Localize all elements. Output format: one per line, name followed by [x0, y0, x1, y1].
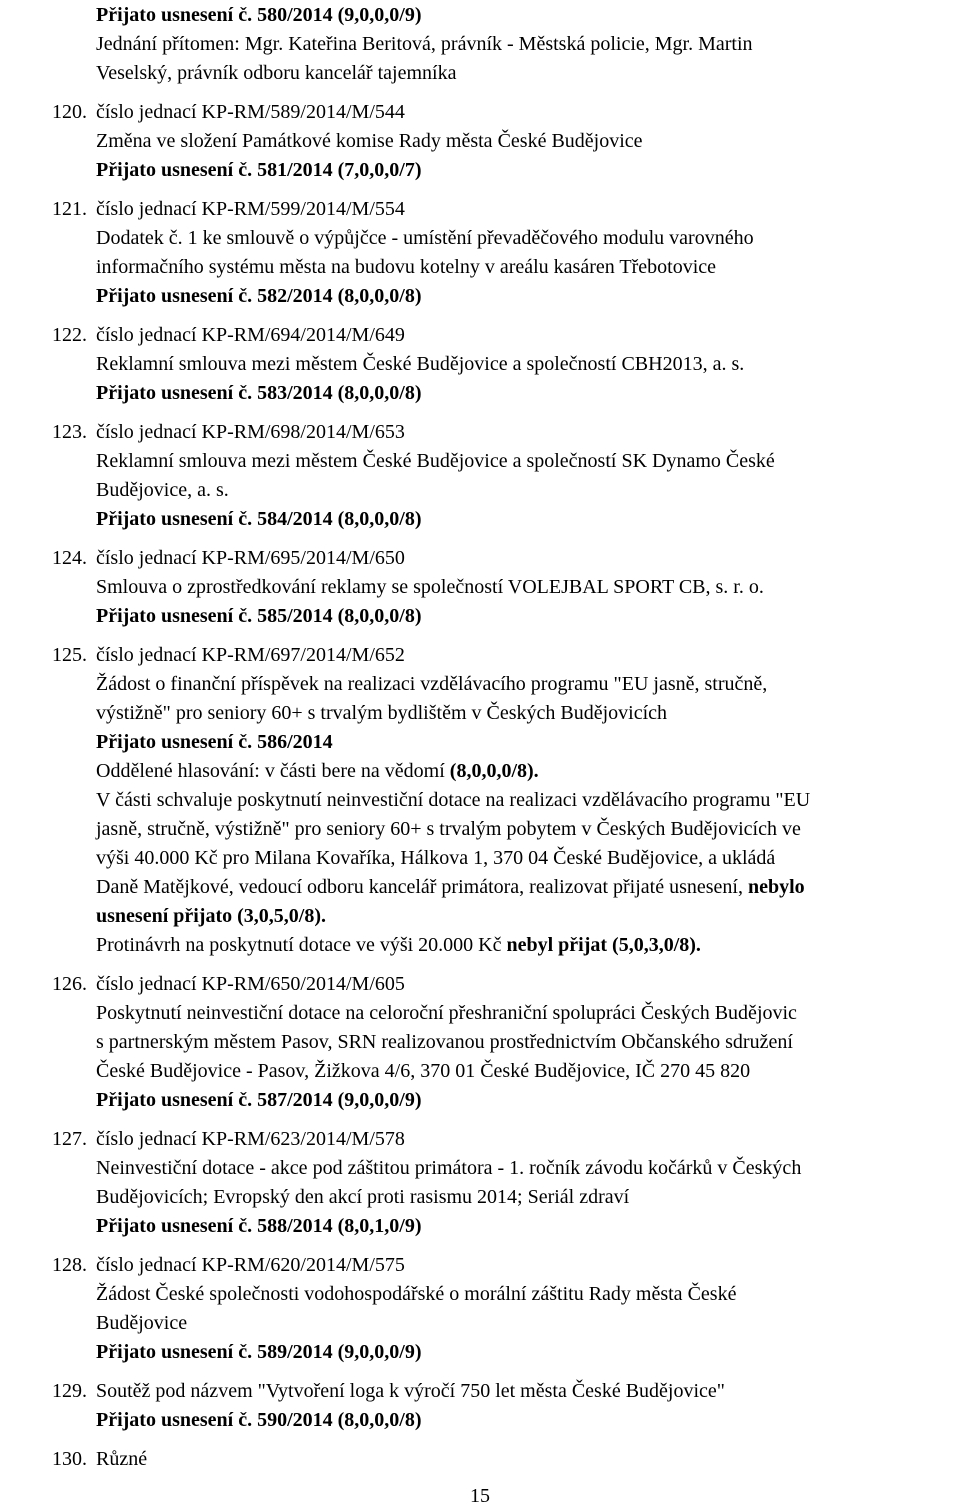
resolution-text: Přijato usnesení č. 581/2014 (7,0,0,0/7) [96, 159, 422, 181]
agenda-item-128 [52, 1251, 942, 1367]
body-line: Budějovice, a. s. [96, 479, 229, 501]
vote-result: usnesení přijato (3,0,5,0/8). [96, 905, 326, 927]
reference-number: číslo jednací KP-RM/589/2014/M/544 [96, 101, 405, 123]
resolution-text: Přijato usnesení č. 588/2014 (8,0,1,0/9) [96, 1215, 422, 1237]
agenda-item-120 [52, 98, 942, 185]
resolution-text: Přijato usnesení č. 584/2014 (8,0,0,0/8) [96, 508, 422, 530]
minutes-content [52, 1, 942, 1474]
body-line: Reklamní smlouva mezi městem České Budějovice a společností SK Dynamo České [96, 450, 775, 472]
separate-vote-text: Oddělené hlasování: v části bere na vědomí [96, 760, 450, 782]
item-number: 128. [52, 1254, 87, 1276]
resolution-text: Přijato usnesení č. 585/2014 (8,0,0,0/8) [96, 605, 422, 627]
counter-proposal-result: nebyl přijat (5,0,3,0/8). [506, 934, 701, 956]
body-line: Veselský, právník odboru kancelář tajemníka [96, 62, 457, 84]
item-body [96, 321, 942, 408]
intro-block [96, 1, 942, 88]
agenda-item-122 [52, 321, 942, 408]
agenda-item-129 [52, 1377, 942, 1435]
body-line: výstižně" pro seniory 60+ s trvalým bydlištěm v Českých Budějovicích [96, 702, 668, 724]
body-line: Neinvestiční dotace - akce pod záštitou primátora - 1. ročník závodu kočárků v Českých [96, 1157, 802, 1179]
reference-number: číslo jednací KP-RM/698/2014/M/653 [96, 421, 405, 443]
agenda-item-127 [52, 1125, 942, 1241]
reference-number: číslo jednací KP-RM/623/2014/M/578 [96, 1128, 405, 1150]
body-line: Poskytnutí neinvestiční dotace na celoroční přeshraniční spolupráci Českých Budějovic [96, 1002, 797, 1024]
item-body [96, 970, 942, 1115]
body-line: Změna ve složení Památkové komise Rady města České Budějovice [96, 130, 643, 152]
reference-number: číslo jednací KP-RM/650/2014/M/605 [96, 973, 405, 995]
page-number: 15 [470, 1485, 490, 1507]
item-body [96, 544, 942, 631]
resolution-text: Přijato usnesení č. 587/2014 (9,0,0,0/9) [96, 1089, 422, 1111]
item-body [96, 195, 942, 311]
body-line: Reklamní smlouva mezi městem České Budějovice a společností CBH2013, a. s. [96, 353, 745, 375]
vote-result: nebylo [747, 876, 805, 898]
item-number: 129. [52, 1380, 87, 1402]
body-line: jasně, stručně, výstižně" pro seniory 60+ s trvalým pobytem v Českých Budějovicích ve [96, 818, 801, 840]
separate-vote-line [96, 757, 942, 786]
item-body [96, 1251, 942, 1367]
body-line: Dodatek č. 1 ke smlouvě o výpůjčce - umístění převaděčového modulu varovného [96, 227, 754, 249]
body-text: Daně Matějkové, vedoucí odboru kancelář primátora, realizovat přijaté usnesení, [96, 876, 748, 898]
item-body [96, 98, 942, 185]
item-number: 124. [52, 547, 87, 569]
item-body [96, 1125, 942, 1241]
reference-number: číslo jednací KP-RM/599/2014/M/554 [96, 198, 405, 220]
item-number: 121. [52, 198, 87, 220]
resolution-text: Přijato usnesení č. 583/2014 (8,0,0,0/8) [96, 382, 422, 404]
item-number: 122. [52, 324, 87, 346]
body-line: Jednání přítomen: Mgr. Kateřina Beritová, právník - Městská policie, Mgr. Martin [96, 33, 753, 55]
body-line: s partnerským městem Pasov, SRN realizovanou prostřednictvím Občanského sdružení [96, 1031, 793, 1053]
body-line: V části schvaluje poskytnutí neinvestiční dotace na realizaci vzdělávacího programu "EU [96, 789, 811, 811]
body-line: Žádost České společnosti vodohospodářské o morální záštitu Rady města České [96, 1283, 737, 1305]
counter-proposal-text: Protinávrh na poskytnutí dotace ve výši 20.000 Kč [96, 934, 507, 956]
agenda-item-126 [52, 970, 942, 1115]
resolution-text: Přijato usnesení č. 589/2014 (9,0,0,0/9) [96, 1341, 422, 1363]
item-number: 120. [52, 101, 87, 123]
agenda-item-130 [52, 1445, 942, 1474]
item-number: 130. [52, 1448, 87, 1470]
item-number: 123. [52, 421, 87, 443]
reference-number: číslo jednací KP-RM/694/2014/M/649 [96, 324, 405, 346]
body-line: informačního systému města na budovu kotelny v areálu kasáren Třebotovice [96, 256, 716, 278]
item-body [96, 641, 942, 960]
body-line: Budějovicích; Evropský den akcí proti rasismu 2014; Seriál zdraví [96, 1186, 630, 1208]
separate-vote-result: (8,0,0,0/8). [449, 760, 539, 782]
body-line: Žádost o finanční příspěvek na realizaci vzdělávacího programu "EU jasně, stručně, [96, 673, 768, 695]
item-title: Různé [96, 1448, 148, 1470]
body-line: Smlouva o zprostředkování reklamy se společností VOLEJBAL SPORT CB, s. r. o. [96, 576, 764, 598]
reference-number: číslo jednací KP-RM/620/2014/M/575 [96, 1254, 405, 1276]
resolution-text: Přijato usnesení č. 586/2014 [96, 731, 333, 753]
body-line: výši 40.000 Kč pro Milana Kovaříka, Hálkova 1, 370 04 České Budějovice, a ukládá [96, 847, 776, 869]
item-number: 125. [52, 644, 87, 666]
item-body [96, 1377, 942, 1435]
resolution-text: Přijato usnesení č. 590/2014 (8,0,0,0/8) [96, 1409, 422, 1431]
agenda-item-124 [52, 544, 942, 631]
item-title: Soutěž pod názvem "Vytvoření loga k výročí 750 let města České Budějovice" [96, 1380, 725, 1402]
item-number: 127. [52, 1128, 87, 1150]
body-line: České Budějovice - Pasov, Žižkova 4/6, 370 01 České Budějovice, IČ 270 45 820 [96, 1060, 751, 1082]
body-line: Budějovice [96, 1312, 188, 1334]
agenda-item-123 [52, 418, 942, 534]
item-number: 126. [52, 973, 87, 995]
reference-number: číslo jednací KP-RM/695/2014/M/650 [96, 547, 405, 569]
item-body [96, 1445, 942, 1474]
resolution-text: Přijato usnesení č. 580/2014 (9,0,0,0/9) [96, 4, 422, 26]
agenda-item-121 [52, 195, 942, 311]
resolution-text: Přijato usnesení č. 582/2014 (8,0,0,0/8) [96, 285, 422, 307]
item-body [96, 418, 942, 534]
body-line [96, 873, 942, 902]
reference-number: číslo jednací KP-RM/697/2014/M/652 [96, 644, 405, 666]
counter-proposal-line [96, 931, 942, 960]
agenda-item-125 [52, 641, 942, 960]
